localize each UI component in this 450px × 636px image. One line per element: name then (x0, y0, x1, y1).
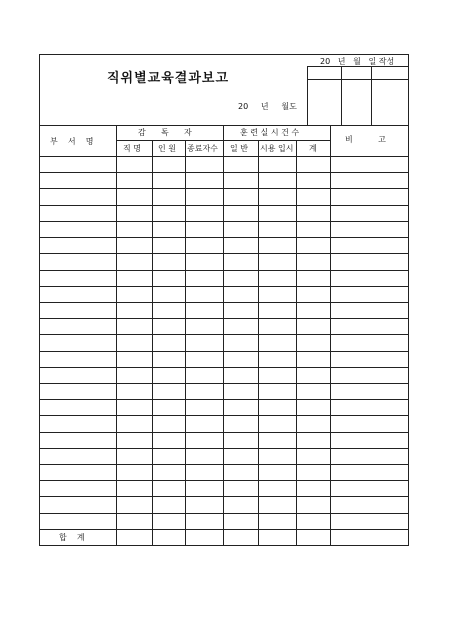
table-row (40, 432, 408, 433)
col-line-3 (185, 140, 186, 545)
approval-box-divider-2 (371, 66, 372, 125)
table-row (40, 529, 408, 530)
table-row (40, 383, 408, 384)
approval-box-divider-1 (341, 66, 342, 125)
fiscal-period: 20 년 월도 (238, 102, 297, 111)
col-headcount: 인 원 (158, 144, 176, 153)
table-row (40, 448, 408, 449)
table-row (40, 253, 408, 254)
total-label: 합 계 (59, 533, 85, 542)
table-row (40, 286, 408, 287)
table-row (40, 513, 408, 514)
table-row (40, 334, 408, 335)
table-row (40, 464, 408, 465)
col-total: 계 (309, 144, 317, 153)
col-job-title: 직 명 (123, 144, 141, 153)
table-row (40, 415, 408, 416)
table-row (40, 480, 408, 481)
col-completed: 종료자수 (187, 144, 218, 153)
table-row (40, 367, 408, 368)
table-row (40, 205, 408, 206)
table-row (40, 237, 408, 238)
table-row (40, 318, 408, 319)
table-row (40, 399, 408, 400)
table-row (40, 172, 408, 173)
document-title: 직위별교육결과보고 (107, 71, 230, 86)
col-group-supervisor: 감 독 자 (138, 128, 192, 137)
table-row (40, 270, 408, 271)
col-department: 부 서 명 (50, 137, 94, 146)
table-row (40, 496, 408, 497)
approval-box-left (307, 66, 308, 125)
approval-box-top (307, 66, 409, 67)
table-row (40, 351, 408, 352)
approval-box-header (307, 79, 409, 80)
header-bottom-line (40, 156, 408, 157)
col-general: 일 반 (230, 144, 248, 153)
header-top-line (40, 125, 408, 126)
table-row (40, 188, 408, 189)
report-form (39, 54, 409, 546)
col-trial: 시용 입시 (260, 144, 294, 153)
col-line-2 (152, 140, 153, 545)
col-line-5 (258, 140, 259, 545)
col-line-6 (296, 140, 297, 545)
col-remarks: 비 고 (345, 135, 386, 144)
table-row (40, 221, 408, 222)
table-row (40, 302, 408, 303)
col-group-training: 훈 련 실 시 건 수 (240, 128, 300, 137)
written-date: 20 년 월 일 작성 (320, 57, 395, 66)
